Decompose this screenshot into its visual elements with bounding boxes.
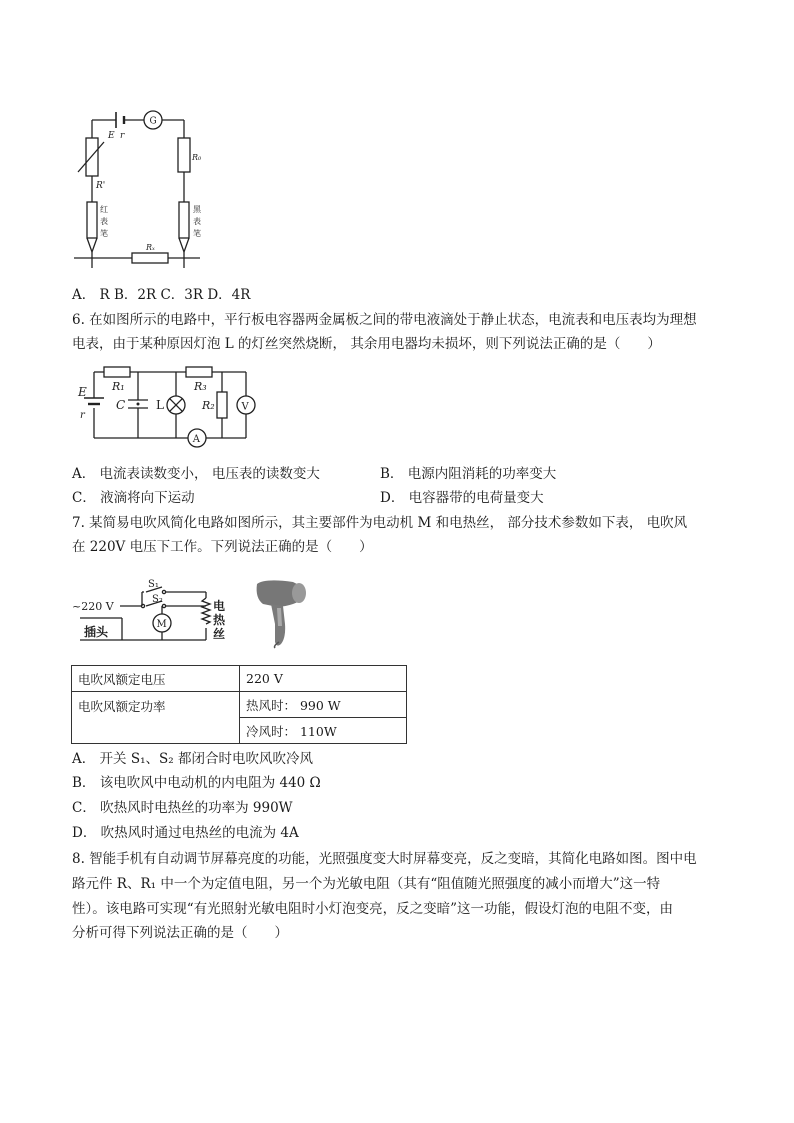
q7-label-m: M: [156, 619, 167, 630]
q5-label-r: r: [120, 131, 125, 141]
q6-stem-line2: 电表，由于某种原因灯泡 L 的灯丝突然烧断， 其余用电器均未损坏，则下列说法正确的是（ ）: [72, 336, 661, 352]
q5-label-rx: Rₓ: [146, 243, 155, 252]
q7-option-b: B． 该电吹风中电动机的内电阻为 440 Ω: [72, 775, 321, 791]
q6-label-e: E: [78, 385, 87, 399]
q5-circuit-figure: [72, 100, 222, 278]
hot-air-power: 热风时： 990 W: [240, 692, 407, 718]
q7-option-d: D． 吹热风时通过电热丝的电流为 4A: [72, 825, 299, 841]
rated-power-label: 电吹风额定功率: [72, 692, 240, 744]
q5-label-rprime: R': [96, 181, 106, 191]
hair-dryer-photo: [253, 578, 313, 650]
q7-heater-label-2: 热: [213, 613, 226, 627]
q7-stem-line1: 7. 某简易电吹风简化电路如图所示，其主要部件为电动机 M 和电热丝， 部分技术参数如下表， 电吹风: [72, 515, 688, 531]
q6-label-r2: R₂: [202, 399, 215, 412]
q7-label-s2: S₂: [152, 594, 163, 605]
q5-black-probe-2: 表: [193, 217, 201, 226]
q6-label-c: C: [116, 398, 126, 412]
q5-label-r0: R₀: [192, 153, 202, 162]
q6-circuit-figure: [76, 362, 270, 452]
q7-label-voltage: ~220 V: [72, 600, 114, 613]
q7-circuit-figure: [70, 576, 240, 650]
q8-stem-line1: 8. 智能手机有自动调节屏幕亮度的功能，光照强度变大时屏幕变亮，反之变暗，其简化电路如图。图中电: [72, 851, 697, 867]
q6-label-l: L: [156, 398, 164, 412]
rated-voltage-label: 电吹风额定电压: [72, 666, 240, 692]
q6-option-d: D． 电容器带的电荷量变大: [380, 490, 544, 506]
q5-red-probe-3: 笔: [100, 229, 108, 238]
q6-option-b: B． 电源内阻消耗的功率变大: [380, 466, 557, 482]
q6-option-a: A． 电流表读数变小， 电压表的读数变大: [72, 466, 320, 482]
q5-options: A． R B．2R C．3R D．4R: [72, 287, 251, 303]
q6-label-a: A: [192, 434, 201, 445]
q6-stem-line1: 6. 在如图所示的电路中，平行板电容器两金属板之间的带电液滴处于静止状态，电流表和电压表均为理想: [72, 312, 697, 328]
q6-label-r3: R₃: [194, 380, 207, 393]
q8-stem-line3: 性）。该电路可实现“有光照射光敏电阻时小灯泡变亮，反之变暗”这一功能，假设灯泡的电阻不变，由: [72, 901, 674, 917]
q5-label-g: G: [149, 116, 157, 127]
q5-label-e: E: [108, 131, 115, 141]
q5-red-probe-2: 表: [100, 217, 108, 226]
q6-label-r: r: [80, 410, 85, 421]
q7-heater-label-3: 丝: [213, 627, 226, 641]
q7-spec-table: [71, 665, 407, 744]
rated-voltage-value: 220 V: [240, 666, 407, 692]
q7-stem-line2: 在 220V 电压下工作。下列说法正确的是（ ）: [72, 539, 373, 555]
q7-heater-label-1: 电: [213, 599, 226, 613]
q7-option-a: A． 开关 S₁、S₂ 都闭合时电吹风吹冷风: [72, 751, 313, 767]
q7-option-c: C． 吹热风时电热丝的功率为 990W: [72, 800, 293, 816]
cold-air-power: 冷风时： 110W: [240, 718, 407, 744]
q5-black-probe-1: 黑: [193, 205, 201, 214]
q6-label-r1: R₁: [112, 380, 125, 393]
q6-option-c: C． 液滴将向下运动: [72, 490, 195, 506]
q8-stem-line4: 分析可得下列说法正确的是（ ）: [72, 925, 288, 941]
q6-label-v: V: [241, 401, 249, 413]
q5-red-probe-1: 红: [100, 205, 108, 214]
q7-label-plug: 插头: [84, 625, 109, 639]
q7-label-s1: S₁: [148, 579, 159, 590]
q5-black-probe-3: 笔: [193, 229, 201, 238]
q8-stem-line2: 路元件 R、R₁ 中一个为定值电阻，另一个为光敏电阻（其有“阻值随光照强度的减小而增大”这一特: [72, 876, 661, 892]
